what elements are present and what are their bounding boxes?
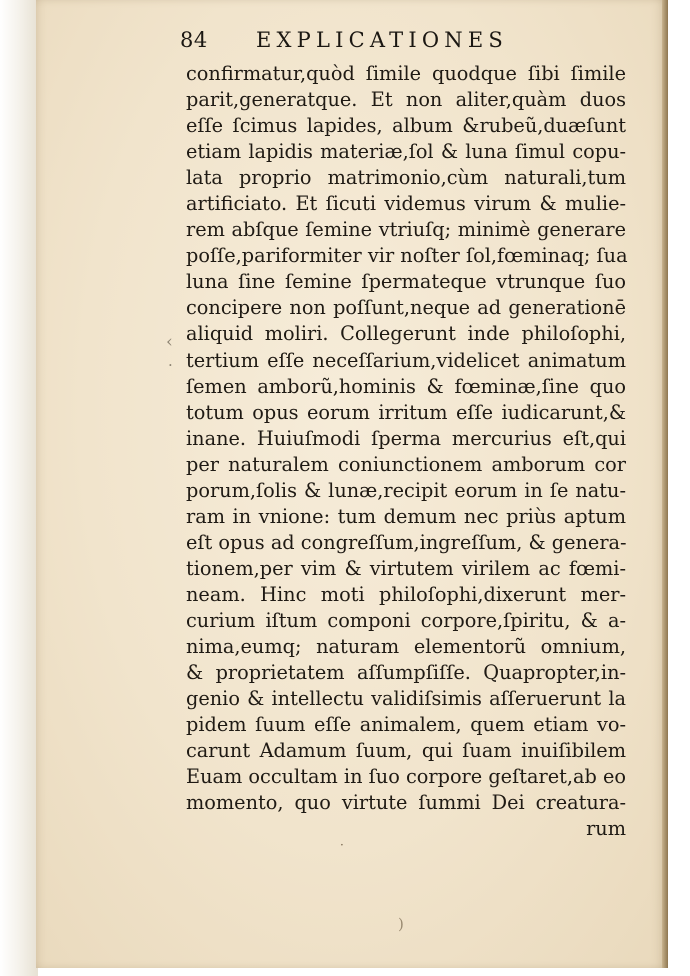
ink-speck: ·: [340, 838, 344, 852]
scan-right-margin: [668, 0, 690, 976]
text-line: Euam occultam in ſuo corpore geſtaret,ab eo: [186, 765, 626, 789]
text-line: etiam lapidis materiæ,ſol & luna ſimul copu-: [186, 140, 626, 164]
text-line: inane. Huiuſmodi ſperma mercurius eſt,qui: [186, 426, 626, 450]
text-line: rem abſque ſemine vtriuſq; minimè generare: [186, 218, 626, 242]
text-line: totum opus eorum irritum eſſe iudicarunt,&: [186, 400, 626, 424]
text-line: ſemen amborũ,hominis & fœminæ,ſine quo: [186, 374, 626, 398]
text-line: poſſe,pariformiter vir noſter ſol,fœminaq; ſua: [186, 244, 628, 268]
text-line: artificiato. Et ſicuti videmus virum & mulie-: [186, 192, 626, 216]
text-line: concipere non poſſunt,neque ad generationē: [186, 296, 626, 320]
text-line: genio & intellectu validiſsimis aſſeruerunt la: [186, 687, 626, 711]
catchword: rum: [586, 817, 626, 841]
show-through-mark: ): [398, 915, 404, 933]
text-line: curium iſtum componi corpore,ſpiritu, & a-: [186, 608, 626, 632]
text-line: eſt opus ad congreſſum,ingreſſum, & genera-: [186, 530, 627, 554]
text-line: & proprietatem aſſumpſiſſe. Quapropter,in-: [186, 661, 626, 685]
text-line: ram in vnione: tum demum nec priùs aptum: [186, 504, 626, 528]
body-text: [186, 61, 626, 842]
text-line: tertium eſſe neceſſarium,videlicet animatum: [186, 348, 626, 372]
text-line: neam. Hinc moti philoſophi,dixerunt mer-: [186, 582, 626, 606]
text-line: per naturalem coniunctionem amborum cor: [186, 452, 626, 476]
text-line: luna ſine ſemine ſpermateque vtrunque ſuo: [186, 270, 626, 294]
text-line: nima,eumq; naturam elementorũ omnium,: [186, 635, 626, 659]
text-line: confirmatur,quòd ſimile quodque ſibi ſimile: [186, 62, 626, 85]
text-line: pidem ſuum eſſe animalem, quem etiam vo-: [186, 713, 626, 737]
text-line: lata proprio matrimonio,cùm naturali,tum: [186, 166, 626, 190]
page-number: 84: [180, 28, 208, 52]
page-header: [180, 26, 580, 56]
text-line: aliquid moliri. Collegerunt inde philoſophi,: [186, 322, 626, 346]
text-line: parit,generatque. Et non aliter,quàm duos: [186, 88, 626, 112]
running-title: EXPLICATIONES: [256, 28, 508, 52]
text-line: porum,ſolis & lunæ,recipit eorum in ſe natu-: [186, 478, 626, 502]
text-line: tionem,per vim & virtutem virilem ac fœmi-: [186, 556, 626, 580]
margin-annotation-dot: ·: [168, 356, 173, 374]
text-line: carunt Adamum ſuum, qui ſuam inuiſibilem: [186, 739, 626, 763]
margin-annotation-mark: ‹: [166, 332, 173, 352]
text-line: eſſe ſcimus lapides, album &rubeũ,duæſunt: [186, 114, 626, 138]
scan-left-margin: [0, 0, 38, 976]
text-line: momento, quo virtute ſummi Dei creatura-: [186, 791, 626, 815]
